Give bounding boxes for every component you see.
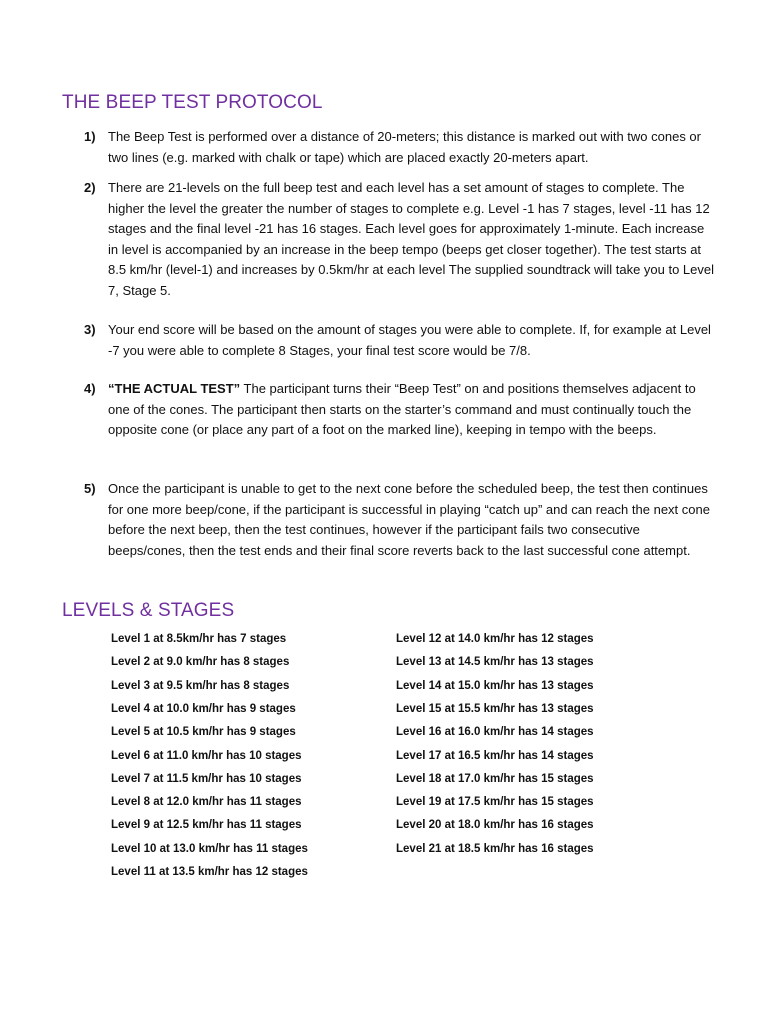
level-row: Level 10 at 13.0 km/hr has 11 stages: [111, 842, 308, 855]
protocol-heading: THE BEEP TEST PROTOCOL: [62, 92, 323, 113]
item-number: 5): [84, 481, 96, 496]
item-text: The Beep Test is performed over a distance of 20-meters; this distance is marked out with two cones or two lines (e.g. marked with chalk or tape) which are placed exactly 20-meters apart.: [108, 129, 701, 165]
item-body: The participant turns their “Beep Test” on and positions themselves adjacent to one of the cones. The participant then starts on the starter’s command and must continually touch the opposite cone (or place any part of a foot on the marked line), keeping in tempo with the beeps.: [108, 381, 696, 437]
level-row: Level 12 at 14.0 km/hr has 12 stages: [396, 633, 594, 645]
level-row: Level 6 at 11.0 km/hr has 10 stages: [111, 749, 302, 762]
level-row: Level 21 at 18.5 km/hr has 16 stages: [396, 842, 594, 855]
item-number: 2): [84, 180, 96, 195]
level-row: Level 16 at 16.0 km/hr has 14 stages: [396, 726, 594, 739]
levels-heading: LEVELS & STAGES: [62, 600, 235, 621]
level-row: Level 14 at 15.0 km/hr has 13 stages: [396, 679, 594, 692]
item-number: 4): [84, 381, 96, 396]
item-text: [108, 379, 714, 441]
level-row: Level 13 at 14.5 km/hr has 13 stages: [396, 656, 594, 669]
item-number: 1): [84, 129, 96, 144]
level-row: Level 4 at 10.0 km/hr has 9 stages: [111, 702, 296, 715]
level-row: Level 15 at 15.5 km/hr has 13 stages: [396, 702, 594, 715]
level-row: Level 17 at 16.5 km/hr has 14 stages: [396, 749, 594, 762]
level-row: Level 20 at 18.0 km/hr has 16 stages: [396, 819, 594, 832]
level-row: Level 19 at 17.5 km/hr has 15 stages: [396, 796, 594, 809]
level-row: Level 18 at 17.0 km/hr has 15 stages: [396, 772, 594, 785]
level-row: Level 9 at 12.5 km/hr has 11 stages: [111, 819, 302, 832]
item-text: Your end score will be based on the amount of stages you were able to complete. If, for example at Level -7 you were able to complete 8 Stages, your final test score would be 7/8.: [108, 322, 711, 358]
item-bold-lead: “THE ACTUAL TEST”: [108, 381, 241, 396]
level-row: Level 11 at 13.5 km/hr has 12 stages: [111, 866, 308, 878]
item-text: There are 21-levels on the full beep test and each level has a set amount of stages to complete. The higher the level the greater the number of stages to complete e.g. Level -1 has 7 stages, level -11 has 12 stages and the final level -21 has 16 stages. Each level goes for approximately 1-minute. Each increase in level is accompanied by an increase in the beep tempo (beeps get closer together). The test starts at 8.5 km/hr (level-1) and increases by 0.5km/hr at each level The supplied soundtrack will take you to Level 7, Stage 5.: [108, 180, 715, 298]
level-row: Level 5 at 10.5 km/hr has 9 stages: [111, 726, 296, 739]
level-row: Level 1 at 8.5km/hr has 7 stages: [111, 633, 287, 645]
level-row: Level 3 at 9.5 km/hr has 8 stages: [111, 679, 290, 692]
item-number: 3): [84, 322, 96, 337]
level-row: Level 8 at 12.0 km/hr has 11 stages: [111, 796, 302, 809]
level-row: Level 7 at 11.5 km/hr has 10 stages: [111, 772, 302, 785]
item-text: Once the participant is unable to get to the next cone before the scheduled beep, the test then continues for one more beep/cone, if the participant is successful in playing “catch up” and can reach the next cone before the next beep, then the test continues, however if the participant fails two consecutive beeps/cones, then the test ends and their final score reverts back to the last successful cone attempt.: [108, 481, 710, 558]
level-row: Level 2 at 9.0 km/hr has 8 stages: [111, 656, 290, 669]
